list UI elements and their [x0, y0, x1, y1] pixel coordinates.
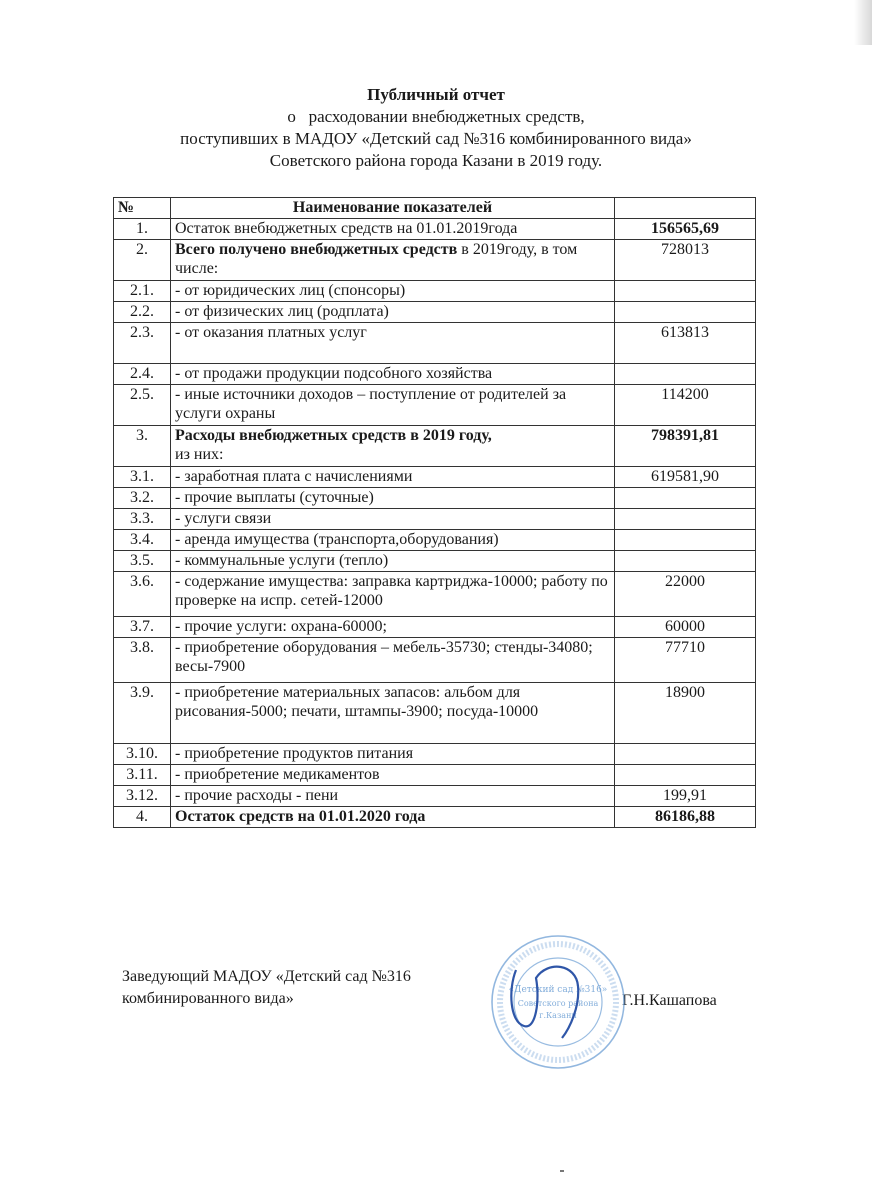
row-name: - от оказания платных услуг	[171, 323, 615, 364]
row-num: 3.8.	[114, 638, 171, 683]
stamp-text-3: г.Казани	[539, 1011, 577, 1020]
row-name: - иные источники доходов – поступление от родителей за услуги охраны	[171, 385, 615, 426]
row-name: - приобретение продуктов питания	[171, 744, 615, 765]
row-value	[615, 530, 756, 551]
report-header	[0, 84, 872, 172]
header-name: Наименование показателей	[171, 198, 615, 219]
row-num: 2.1.	[114, 281, 171, 302]
row-num: 2.	[114, 240, 171, 281]
row-num: 2.2.	[114, 302, 171, 323]
row-num: 3.4.	[114, 530, 171, 551]
row-value: 114200	[615, 385, 756, 426]
stamp-text-2: Советского района	[517, 999, 599, 1008]
row-name: - услуги связи	[171, 509, 615, 530]
table-row	[114, 281, 756, 302]
table-row	[114, 617, 756, 638]
row-name: - аренда имущества (транспорта,оборудования)	[171, 530, 615, 551]
row-name-bold: Всего получено внебюджетных средств	[175, 241, 458, 258]
table-row	[114, 385, 756, 426]
row-name	[171, 426, 615, 467]
row-value	[615, 509, 756, 530]
row-value: 156565,69	[615, 219, 756, 240]
report-subtitle-line-1: о расходовании внебюджетных средств,	[287, 107, 585, 126]
table-row	[114, 240, 756, 281]
row-num: 3.	[114, 426, 171, 467]
table-row	[114, 683, 756, 744]
table-row	[114, 638, 756, 683]
row-name: - приобретение медикаментов	[171, 765, 615, 786]
row-num: 3.12.	[114, 786, 171, 807]
row-num: 3.1.	[114, 467, 171, 488]
stamp-text-1: «Детский сад №316»	[508, 985, 608, 995]
row-name: - от физических лиц (родплата)	[171, 302, 615, 323]
report-subtitle-line-2: поступивших в МАДОУ «Детский сад №316 комбинированного вида»	[180, 129, 692, 148]
row-name: - прочие выплаты (суточные)	[171, 488, 615, 509]
row-name: Остаток средств на 01.01.2020 года	[171, 807, 615, 828]
row-name: - от продажи продукции подсобного хозяйства	[171, 364, 615, 385]
row-value	[615, 744, 756, 765]
row-name-bold: Расходы внебюджетных средств в 2019 году,	[175, 427, 492, 444]
official-stamp	[478, 930, 628, 1072]
table-row	[114, 509, 756, 530]
row-num: 2.5.	[114, 385, 171, 426]
row-num: 3.10.	[114, 744, 171, 765]
table-row	[114, 807, 756, 828]
row-name	[171, 240, 615, 281]
scan-speck	[560, 1170, 564, 1172]
row-num: 4.	[114, 807, 171, 828]
row-value: 619581,90	[615, 467, 756, 488]
table-row	[114, 364, 756, 385]
header-num: №	[114, 198, 171, 219]
row-value	[615, 765, 756, 786]
row-value: 18900	[615, 683, 756, 744]
row-value	[615, 488, 756, 509]
table-row	[114, 302, 756, 323]
row-name: - прочие расходы - пени	[171, 786, 615, 807]
table-row	[114, 572, 756, 617]
row-value: 86186,88	[615, 807, 756, 828]
row-num: 3.5.	[114, 551, 171, 572]
table-row	[114, 488, 756, 509]
table-row	[114, 426, 756, 467]
row-value: 199,91	[615, 786, 756, 807]
row-value	[615, 551, 756, 572]
row-value	[615, 281, 756, 302]
position-line-1: Заведующий МАДОУ «Детский сад №316	[122, 968, 411, 985]
row-num: 2.3.	[114, 323, 171, 364]
row-num: 3.7.	[114, 617, 171, 638]
row-num: 3.3.	[114, 509, 171, 530]
report-table	[113, 197, 756, 828]
row-name-rest: в 2019году, в том числе:	[175, 241, 578, 277]
row-num: 3.11.	[114, 765, 171, 786]
row-value: 77710	[615, 638, 756, 683]
header-value	[615, 198, 756, 219]
row-name: Остаток внебюджетных средств на 01.01.2019года	[171, 219, 615, 240]
table-row	[114, 323, 756, 364]
row-name-rest: из них:	[175, 446, 224, 463]
row-value: 22000	[615, 572, 756, 617]
table-header-row	[114, 198, 756, 219]
row-value: 728013	[615, 240, 756, 281]
table-row	[114, 765, 756, 786]
row-name: - содержание имущества: заправка картриджа-10000; работу по проверке на испр. сетей-12000	[171, 572, 615, 617]
row-name: - прочие услуги: охрана-60000;	[171, 617, 615, 638]
scan-edge-shadow	[854, 0, 872, 45]
table-row	[114, 530, 756, 551]
row-num: 1.	[114, 219, 171, 240]
row-num: 3.2.	[114, 488, 171, 509]
table-row	[114, 551, 756, 572]
row-value	[615, 364, 756, 385]
row-value	[615, 302, 756, 323]
row-value: 613813	[615, 323, 756, 364]
row-name: - приобретение оборудования – мебель-35730; стенды-34080; весы-7900	[171, 638, 615, 683]
table-row	[114, 744, 756, 765]
row-name: - от юридических лиц (спонсоры)	[171, 281, 615, 302]
row-name: - коммунальные услуги (тепло)	[171, 551, 615, 572]
report-title: Публичный отчет	[367, 85, 505, 104]
position-line-2: комбинированного вида»	[122, 990, 294, 1007]
row-value: 798391,81	[615, 426, 756, 467]
row-name: - заработная плата с начислениями	[171, 467, 615, 488]
report-subtitle-line-3: Советского района города Казани в 2019 году.	[269, 151, 603, 170]
row-value: 60000	[615, 617, 756, 638]
row-num: 3.9.	[114, 683, 171, 744]
table-row	[114, 467, 756, 488]
table-row	[114, 219, 756, 240]
row-num: 3.6.	[114, 572, 171, 617]
row-name: - приобретение материальных запасов: альбом для рисования-5000; печати, штампы-3900; посуда-10000	[171, 683, 615, 744]
signatory-name: Г.Н.Кашапова	[622, 992, 717, 1009]
row-num: 2.4.	[114, 364, 171, 385]
table-row	[114, 786, 756, 807]
signature-block	[122, 966, 411, 1010]
